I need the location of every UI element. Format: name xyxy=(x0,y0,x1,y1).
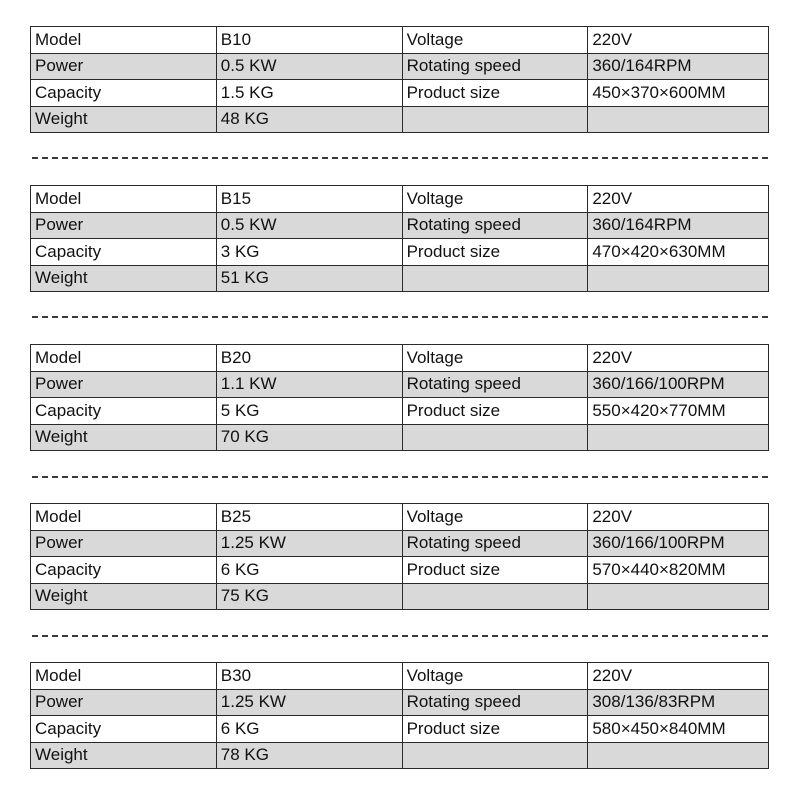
table-cell: Model xyxy=(31,663,217,690)
table-cell: Model xyxy=(31,504,217,531)
table-cell: B10 xyxy=(216,27,402,54)
table-row xyxy=(31,80,769,107)
table-cell: Capacity xyxy=(31,716,217,743)
table-cell: Capacity xyxy=(31,239,217,266)
table-cell xyxy=(588,583,769,610)
dashed-divider xyxy=(32,476,768,478)
table-cell: Voltage xyxy=(402,186,588,213)
table-cell: Power xyxy=(31,53,217,80)
table-cell: 550×420×770MM xyxy=(588,398,769,425)
table-cell: 220V xyxy=(588,345,769,372)
table-row xyxy=(31,239,769,266)
table-cell: Voltage xyxy=(402,663,588,690)
table-row xyxy=(31,106,769,133)
table-cell: Rotating speed xyxy=(402,689,588,716)
table-cell: 570×440×820MM xyxy=(588,557,769,584)
table-cell: 75 KG xyxy=(216,583,402,610)
table-row xyxy=(31,398,769,425)
table-cell xyxy=(588,424,769,451)
table-cell xyxy=(402,583,588,610)
table-row xyxy=(31,53,769,80)
table-cell: 220V xyxy=(588,663,769,690)
spec-table-b30 xyxy=(30,662,769,769)
table-cell: Voltage xyxy=(402,345,588,372)
table-cell: Voltage xyxy=(402,27,588,54)
table-cell xyxy=(402,742,588,769)
table-row xyxy=(31,504,769,531)
table-row xyxy=(31,557,769,584)
table-cell: Weight xyxy=(31,106,217,133)
dashed-divider xyxy=(32,316,768,318)
table-cell: Model xyxy=(31,27,217,54)
table-cell: 450×370×600MM xyxy=(588,80,769,107)
table-cell: B25 xyxy=(216,504,402,531)
table-row xyxy=(31,742,769,769)
table-row xyxy=(31,530,769,557)
table-cell: 51 KG xyxy=(216,265,402,292)
table-cell: 0.5 KW xyxy=(216,212,402,239)
table-row xyxy=(31,345,769,372)
table-cell: 78 KG xyxy=(216,742,402,769)
table-cell: Product size xyxy=(402,239,588,266)
table-row xyxy=(31,212,769,239)
table-cell: 48 KG xyxy=(216,106,402,133)
table-cell xyxy=(588,106,769,133)
table-row xyxy=(31,27,769,54)
table-cell: 360/164RPM xyxy=(588,212,769,239)
table-cell: Capacity xyxy=(31,398,217,425)
table-cell: 1.5 KG xyxy=(216,80,402,107)
table-cell: 308/136/83RPM xyxy=(588,689,769,716)
table-row xyxy=(31,663,769,690)
dashed-divider xyxy=(32,635,768,637)
table-cell: 1.1 KW xyxy=(216,371,402,398)
table-cell: 220V xyxy=(588,504,769,531)
table-cell: 6 KG xyxy=(216,557,402,584)
table-cell xyxy=(588,265,769,292)
table-cell: Capacity xyxy=(31,557,217,584)
table-cell: 3 KG xyxy=(216,239,402,266)
table-cell: Power xyxy=(31,530,217,557)
table-cell: B20 xyxy=(216,345,402,372)
table-cell: Power xyxy=(31,371,217,398)
table-cell: 220V xyxy=(588,27,769,54)
table-cell xyxy=(402,424,588,451)
spec-table-b10 xyxy=(30,26,769,133)
table-cell: 5 KG xyxy=(216,398,402,425)
table-cell: B15 xyxy=(216,186,402,213)
table-cell: Capacity xyxy=(31,80,217,107)
spec-table-b20 xyxy=(30,344,769,451)
table-row xyxy=(31,371,769,398)
table-cell xyxy=(588,742,769,769)
table-cell: 1.25 KW xyxy=(216,530,402,557)
table-row xyxy=(31,424,769,451)
table-cell: Rotating speed xyxy=(402,212,588,239)
table-cell: Model xyxy=(31,186,217,213)
table-cell: 0.5 KW xyxy=(216,53,402,80)
table-cell: Product size xyxy=(402,716,588,743)
table-row xyxy=(31,716,769,743)
table-cell: 470×420×630MM xyxy=(588,239,769,266)
table-cell: Product size xyxy=(402,398,588,425)
table-cell: Weight xyxy=(31,742,217,769)
table-cell: B30 xyxy=(216,663,402,690)
table-row xyxy=(31,186,769,213)
table-cell: Rotating speed xyxy=(402,371,588,398)
table-cell: 580×450×840MM xyxy=(588,716,769,743)
table-cell: 70 KG xyxy=(216,424,402,451)
spec-table-b15 xyxy=(30,185,769,292)
table-cell: Weight xyxy=(31,583,217,610)
table-row xyxy=(31,689,769,716)
table-cell: 6 KG xyxy=(216,716,402,743)
table-cell: Product size xyxy=(402,557,588,584)
table-cell: 360/166/100RPM xyxy=(588,371,769,398)
table-cell: Rotating speed xyxy=(402,530,588,557)
table-cell: Power xyxy=(31,212,217,239)
table-cell xyxy=(402,106,588,133)
table-cell: Voltage xyxy=(402,504,588,531)
table-cell: Rotating speed xyxy=(402,53,588,80)
table-cell: Product size xyxy=(402,80,588,107)
table-row xyxy=(31,583,769,610)
table-row xyxy=(31,265,769,292)
table-cell: Weight xyxy=(31,424,217,451)
table-cell: 360/166/100RPM xyxy=(588,530,769,557)
table-cell: 1.25 KW xyxy=(216,689,402,716)
spec-table-b25 xyxy=(30,503,769,610)
dashed-divider xyxy=(32,157,768,159)
table-cell xyxy=(402,265,588,292)
table-cell: 220V xyxy=(588,186,769,213)
table-cell: Weight xyxy=(31,265,217,292)
table-cell: Power xyxy=(31,689,217,716)
table-cell: 360/164RPM xyxy=(588,53,769,80)
table-cell: Model xyxy=(31,345,217,372)
